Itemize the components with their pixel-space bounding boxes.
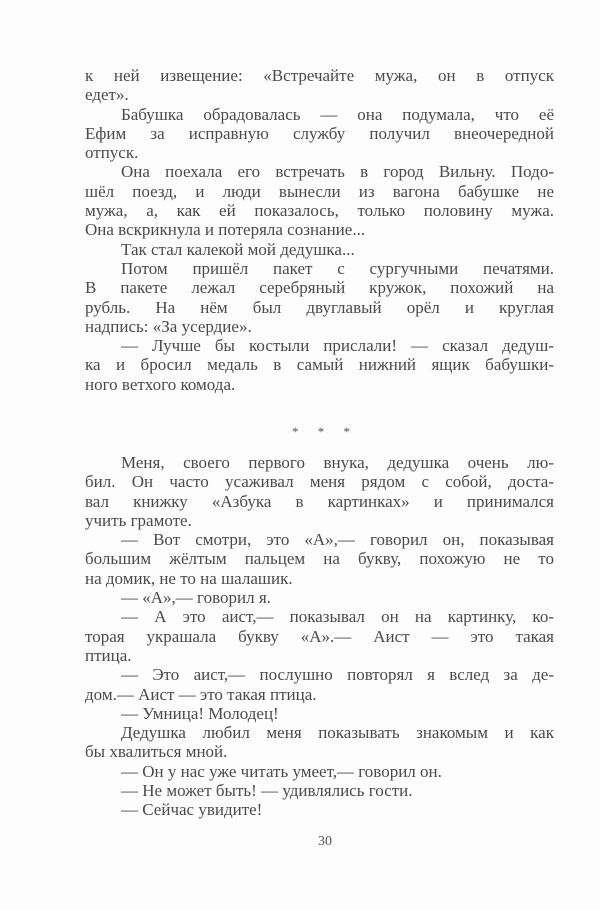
text-line: отпуск. — [85, 143, 139, 163]
text-line: к ней извещение: «Встречайте мужа, он в отпуск — [85, 66, 554, 85]
text-line: рубль. На нём был двуглавый орёл и круглая — [85, 297, 554, 317]
text-line: торая украшала букву «А».— Аист — это такая — [85, 626, 554, 646]
text-line: Меня, своего первого внука, дедушка очень лю- — [121, 453, 554, 472]
text-line: большим жёлтым пальцем на букву, похожую не то — [85, 549, 554, 569]
text-line: — Лучше бы костыли прислали! — сказал дедуш- — [121, 336, 554, 356]
text-line: дом.— Аист — это такая птица. — [85, 684, 317, 704]
text-line: птица. — [85, 645, 132, 665]
paragraph — [85, 162, 554, 239]
text-line: — Он у нас уже читать умеет,— говорил он. — [121, 761, 442, 781]
paragraph — [85, 105, 554, 163]
text-section-1 — [85, 66, 554, 394]
text-line: бы хвалиться мной. — [85, 742, 228, 762]
text-line: мужа, а, как ей показалось, только половину мужа. — [85, 201, 554, 221]
paragraph — [85, 762, 554, 781]
text-section-2 — [85, 453, 554, 820]
paragraph — [85, 607, 554, 665]
paragraph — [85, 665, 554, 704]
paragraph — [85, 240, 554, 259]
text-line: Ефим за исправную службу получил внеочередной — [85, 123, 554, 143]
text-line: — А это аист,— показывал он на картинку, ко- — [121, 607, 554, 627]
section-separator: * * * — [292, 424, 358, 439]
page-number: 30 — [318, 834, 332, 849]
paragraph — [85, 723, 554, 762]
text-line: — «А»,— говорил я. — [121, 588, 271, 608]
text-line: на домик, не то на шалашик. — [85, 568, 293, 588]
text-line: вал книжку «Азбука в картинках» и принимался — [85, 491, 554, 511]
paragraph — [85, 781, 554, 800]
text-line: Она поехала его встречать в город Вильну. Подо- — [121, 162, 554, 182]
paragraph — [85, 259, 554, 336]
paragraph — [85, 588, 554, 607]
text-line: — Это аист,— послушно повторял я вслед за де- — [121, 665, 554, 685]
paragraph — [85, 530, 554, 588]
text-line: бил. Он часто усаживал меня рядом с собой, доста- — [85, 472, 554, 492]
text-line: В пакете лежал серебряный кружок, похожий на — [85, 278, 554, 298]
text-line: Она вскрикнула и потеряла сознание... — [85, 220, 366, 240]
text-line: ного ветхого комода. — [85, 374, 236, 394]
text-line: — Умница! Молодец! — [121, 703, 279, 723]
text-line: — Не может быть! — удивлялись гости. — [121, 781, 413, 801]
text-line: ка и бросил медаль в самый нижний ящик бабушки- — [85, 355, 554, 375]
paragraph — [85, 336, 554, 394]
text-line: Потом пришёл пакет с сургучными печатями. — [121, 258, 554, 278]
text-line: едет». — [85, 85, 129, 105]
text-line: — Вот смотри, это «А»,— говорил он, показывая — [121, 530, 554, 550]
text-line: шёл поезд, и люди вынесли из вагона бабушке не — [85, 181, 554, 201]
paragraph — [85, 453, 554, 530]
paragraph — [85, 704, 554, 723]
paragraph — [85, 66, 554, 105]
text-line: надпись: «За усердие». — [85, 316, 252, 336]
text-line: Так стал калекой мой дедушка... — [121, 239, 355, 259]
paragraph — [85, 800, 554, 819]
text-line: Бабушка обрадовалась — она подумала, что её — [121, 104, 554, 124]
text-line: учить грамоте. — [85, 510, 192, 530]
text-line: — Сейчас увидите! — [121, 800, 263, 820]
text-line: Дедушка любил меня показывать знакомым и как — [121, 723, 554, 743]
